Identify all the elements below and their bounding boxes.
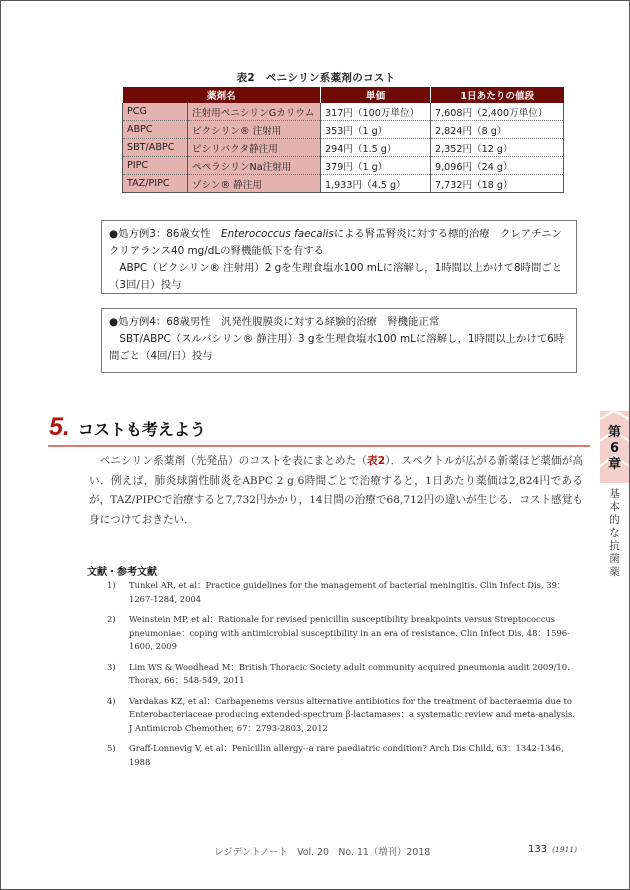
drug-name: ピシリバクタ静注用 — [188, 139, 321, 157]
footer-journal: レジデントノート Vol. 20 No. 11（増刊）2018 — [214, 847, 431, 858]
daily-price: 9,096円（24 g） — [431, 157, 564, 175]
prescription-regimen: ABPC（ビクシリン® 注射用）2 gを生理食塩水100 mLに溶解し，1時間以上かけて8時間ごと（3回/日）投与 — [109, 262, 563, 291]
header-daily-price: 1日あたりの値段 — [431, 87, 564, 103]
reference-number: 3) — [107, 661, 116, 672]
reference-text: Weinstein MP, et al：Rationale for revised penicillin susceptibility breakpoints versus Streptococcus pneumoniae：coping with antimicrobial susceptibility in an era of resistance. Clin Infect Dis, 48：1596-1600, 2009 — [129, 614, 570, 651]
reference-text: Vardakas KZ, et al：Carbapenems versus alternative antibiotics for the treatment of bacteraemia due to Enterobacteriaceae producing extended-spectrum β-lactamases：a systematic review and meta-analysis. J Antimicrob Chemother, 67：2793-2803, 2012 — [129, 695, 575, 733]
drug-abbr: TAZ/PIPC — [123, 175, 188, 193]
subtitle-char: 的 — [609, 514, 620, 526]
prescription-patient: ●処方例3：86歳女性 — [109, 228, 222, 240]
daily-price: 7,608円（2,400万単位） — [431, 103, 564, 121]
subtitle-char: 本 — [609, 501, 620, 513]
body-text-part: ）．スペクトルが広がる新薬ほど薬価が高い．例えば，肺炎球菌性肺炎をABPC 2 g 6時間ごとで治療すると，1日あたり薬価は2,824円であるが，TAZ/PIPCで治療すると7,732円かかり，14日間の治療で68,712円の違いが生じる．コスト感覚も身につけておきたい． — [89, 455, 584, 526]
section-divider — [48, 445, 590, 447]
table-header-row — [123, 87, 564, 103]
table-row — [123, 175, 564, 193]
unit-price: 317円（100万単位） — [321, 103, 431, 121]
daily-price: 7,732円（18 g） — [431, 175, 564, 193]
drug-abbr: PIPC — [123, 157, 188, 175]
table-row — [123, 139, 564, 157]
references-title: 文献・参考文献 — [87, 567, 157, 578]
table-caption: 表2 ペニシリン系薬剤のコスト — [236, 72, 396, 84]
drug-name: ビクシリン® 注射用 — [188, 121, 321, 139]
reference-item — [107, 579, 577, 606]
prescription-example-3 — [101, 220, 577, 294]
footer-page-number — [528, 844, 577, 855]
chapter-char: 章 — [607, 457, 621, 472]
reference-number: 2) — [107, 614, 116, 624]
prescription-patient: ●処方例4：68歳男性 汎発性腹膜炎に対する経験的治療 腎機能正常 — [109, 316, 440, 328]
reference-number: 4) — [107, 695, 116, 706]
prescription-example-4 — [101, 308, 577, 373]
reference-number: 1) — [107, 580, 116, 590]
subtitle-char: な — [609, 527, 620, 539]
table-row — [123, 121, 564, 139]
drug-abbr: SBT/ABPC — [123, 139, 188, 157]
section-number: 5. — [49, 413, 70, 441]
unit-price: 379円（1 g） — [321, 157, 431, 175]
chapter-tab[interactable] — [600, 411, 629, 483]
prescription-condition — [109, 314, 569, 331]
reference-item — [107, 613, 577, 654]
drug-abbr: PCG — [123, 103, 188, 121]
body-text-part: ペニシリン系薬剤（先発品）のコストを表にまとめた（ — [99, 455, 367, 467]
header-unit-price: 単価 — [321, 87, 431, 103]
reference-item — [107, 695, 577, 736]
drug-name: ゾシン® 静注用 — [188, 175, 321, 193]
subtitle-char: 抗 — [609, 540, 620, 552]
organism-name: Enterococcus faecalis — [221, 228, 334, 240]
prescription-detail: による腎盂腎炎に対する標的治療 クレアチニンクリアランス40 mg/dLの腎機能低下を有する — [109, 228, 562, 257]
table-row — [123, 157, 564, 175]
section-body — [89, 452, 583, 530]
chapter-char: 第 — [607, 425, 621, 440]
unit-price: 294円（1.5 g） — [321, 139, 431, 157]
subtitle-char: 基 — [609, 488, 620, 500]
drug-name: 注射用ペニシリンGカリウム — [188, 103, 321, 121]
prescription-regimen: SBT/ABPC（スルバシリン® 静注用）3 gを生理食塩水100 mLに溶解し，1時間以上かけて6時間ごと（4回/日）投与 — [109, 333, 565, 362]
reference-text: Graff-Lonnevig V, et al：Penicillin allergy--a rare paediatric condition? Arch Dis Child, 63：1342-1346, 1988 — [129, 743, 564, 767]
page-number: 133 — [528, 844, 548, 855]
drug-name: ペペラシリンNa注射用 — [188, 157, 321, 175]
drug-abbr: ABPC — [123, 121, 188, 139]
chapter-subtitle — [600, 488, 629, 579]
table-reference-link[interactable]: 表2 — [367, 455, 386, 467]
cost-table — [122, 87, 564, 193]
reference-item — [107, 661, 577, 688]
unit-price: 1,933円（4.5 g） — [321, 175, 431, 193]
page-number-cumulative: (1911) — [552, 845, 578, 854]
subtitle-char: 薬 — [609, 566, 620, 578]
daily-price: 2,824円（8 g） — [431, 121, 564, 139]
subtitle-char: 菌 — [609, 553, 620, 565]
chapter-label — [600, 425, 629, 473]
reference-text: Lim WS & Woodhead M：British Thoracic Society adult community acquired pneumonia audit 2009/10. Thorax, 66：548-549, 2011 — [129, 661, 570, 685]
references-list — [107, 579, 577, 776]
table-row — [123, 103, 564, 121]
reference-item — [107, 742, 577, 769]
reference-number: 5) — [107, 743, 116, 753]
header-drug-name: 薬剤名 — [123, 87, 321, 103]
chapter-char: 6 — [609, 441, 620, 456]
section-heading — [49, 413, 206, 442]
daily-price: 2,352円（12 g） — [431, 139, 564, 157]
section-title: コストも考えよう — [77, 420, 206, 439]
unit-price: 353円（1 g） — [321, 121, 431, 139]
prescription-condition — [109, 226, 569, 260]
reference-text: Tunkel AR, et al：Practice guidelines for the management of bacterial meningitis. Clin Infect Dis, 39：1267-1284, 2004 — [129, 580, 566, 604]
